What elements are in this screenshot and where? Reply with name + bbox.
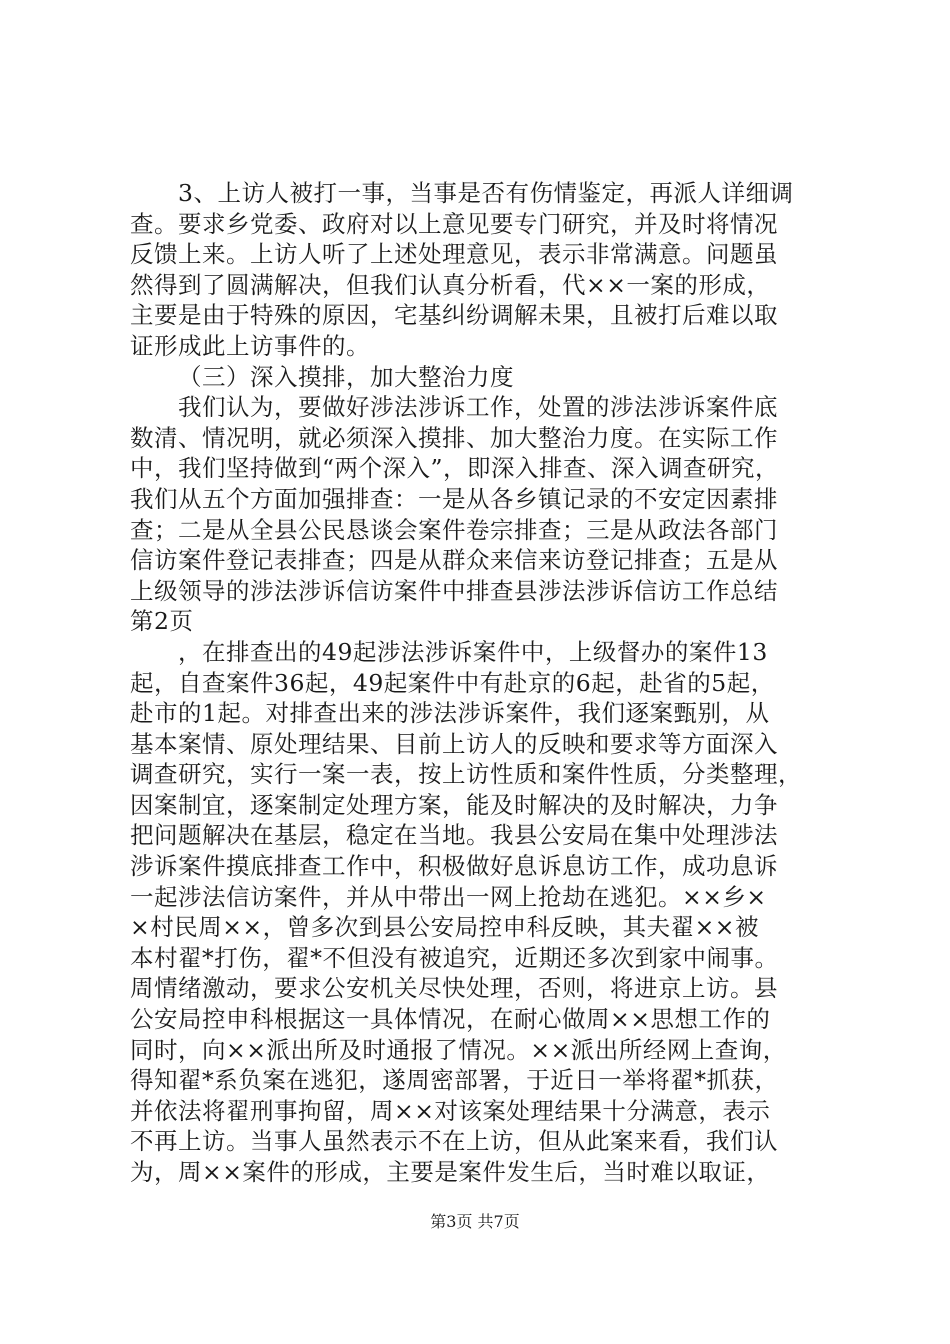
paragraph-line: 调查研究，实行一案一表，按上访性质和案件性质，分类整理， <box>130 760 802 789</box>
section-heading: （三）深入摸排，加大整治力度 <box>178 362 514 391</box>
paragraph-line: ，在排查出的49起涉法涉诉案件中，上级督办的案件13 <box>178 637 768 666</box>
paragraph-line: 公安局控申科根据这一具体情况，在耐心做周××思想工作的 <box>130 1005 771 1034</box>
paragraph-line: 查。要求乡党委、政府对以上意见要专门研究，并及时将情况 <box>130 209 778 238</box>
paragraph-line: 数清、情况明，就必须深入摸排、加大整治力度。在实际工作 <box>130 423 778 452</box>
paragraph-line: 反馈上来。上访人听了上述处理意见，表示非常满意。问题虽 <box>130 240 778 269</box>
paragraph-line: 不再上访。当事人虽然表示不在上访，但从此案来看，我们认 <box>130 1127 778 1156</box>
paragraph-line: 上级领导的涉法涉诉信访案件中排查县涉法涉诉信访工作总结 <box>130 576 778 605</box>
paragraph-line: 信访案件登记表排查；四是从群众来信来访登记排查；五是从 <box>130 546 778 575</box>
paragraph-line: 查；二是从全县公民恳谈会案件卷宗排查；三是从政法各部门 <box>130 515 778 544</box>
paragraph-line: 我们认为，要做好涉法涉诉工作，处置的涉法涉诉案件底 <box>178 393 778 422</box>
paragraph-line: 第2页 <box>130 607 194 636</box>
paragraph-line: 因案制宜，逐案制定处理方案，能及时解决的及时解决，力争 <box>130 790 778 819</box>
paragraph-line: 证形成此上访事件的。 <box>130 331 370 360</box>
paragraph-line: 3、上访人被打一事，当事是否有伤情鉴定，再派人详细调 <box>178 179 794 207</box>
paragraph-line: 一起涉法信访案件，并从中带出一网上抢劫在逃犯。××乡× <box>130 882 767 911</box>
paragraph-line: 赴市的1起。对排查出来的涉法涉诉案件，我们逐案甄别，从 <box>130 699 770 728</box>
paragraph-line: 为，周××案件的形成，主要是案件发生后，当时难以取证， <box>130 1158 771 1186</box>
paragraph-line: 得知翟*系负案在逃犯，遂周密部署，于近日一举将翟*抓获， <box>130 1066 779 1095</box>
paragraph-line: 本村翟*打伤，翟*不但没有被追究，近期还多次到家中闹事。 <box>130 943 779 972</box>
paragraph-line: 把问题解决在基层，稳定在当地。我县公安局在集中处理涉法 <box>130 821 778 850</box>
paragraph-line: 主要是由于特殊的原因，宅基纠纷调解未果，且被打后难以取 <box>130 301 778 330</box>
paragraph-line: 同时，向××派出所及时通报了情况。××派出所经网上查询， <box>130 1035 787 1064</box>
paragraph-line: 基本案情、原处理结果、目前上访人的反映和要求等方面深入 <box>130 729 778 758</box>
page-number: 第3页 共7页 <box>430 1212 520 1231</box>
paragraph-line: 然得到了圆满解决，但我们认真分析看，代××一案的形成， <box>130 270 771 299</box>
paragraph-line: 涉诉案件摸底排查工作中，积极做好息诉息访工作，成功息诉 <box>130 852 778 881</box>
page-footer <box>0 1212 950 1232</box>
paragraph-line: 起，自查案件36起，49起案件中有赴京的6起，赴省的5起， <box>130 668 775 697</box>
paragraph-line: 中，我们坚持做到“两个深入”，即深入排查、深入调查研究， <box>130 454 780 483</box>
paragraph-line: ×村民周××，曾多次到县公安局控申科反映，其夫翟××被 <box>130 913 759 942</box>
paragraph-line: 我们从五个方面加强排查：一是从各乡镇记录的不安定因素排 <box>130 484 778 513</box>
paragraph-line: 并依法将翟刑事拘留，周××对该案处理结果十分满意，表示 <box>130 1096 771 1125</box>
body-text <box>130 178 830 1188</box>
paragraph-line: 周情绪激动，要求公安机关尽快处理，否则，将进京上访。县 <box>130 974 778 1003</box>
